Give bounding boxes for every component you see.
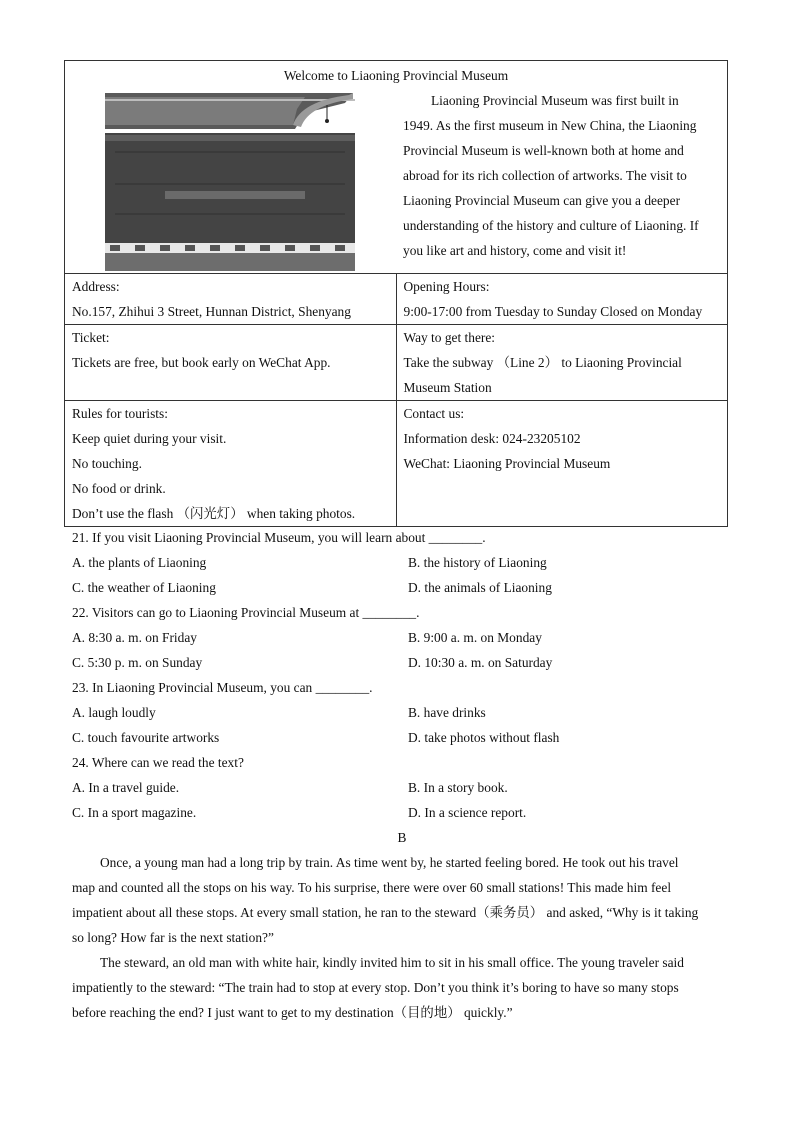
way-label: Way to get there: xyxy=(403,330,496,345)
hours-label: Opening Hours: xyxy=(403,279,490,294)
way-line: Museum Station xyxy=(403,380,492,395)
passage-line: The steward, an old man with white hair, kindly invited him to sit in his small office. The young traveler said xyxy=(100,955,684,970)
intro-line: you like art and history, come and visit it! xyxy=(403,243,627,258)
rule-item: Keep quiet during your visit. xyxy=(72,431,227,446)
address-value: No.157, Zhihui 3 Street, Hunnan District, Shenyang xyxy=(72,304,351,319)
option: A. laugh loudly xyxy=(72,705,156,720)
passage-line: Once, a young man had a long trip by train. As time went by, he started feeling bored. He took out his travel xyxy=(100,855,679,870)
option: C. touch favourite artworks xyxy=(72,730,220,745)
notice-title: Welcome to Liaoning Provincial Museum xyxy=(283,68,509,83)
option: D. In a science report. xyxy=(408,805,527,820)
ticket-label: Ticket: xyxy=(72,330,110,345)
contact-wechat: WeChat: Liaoning Provincial Museum xyxy=(403,456,611,471)
intro-line: abroad for its rich collection of artworks. The visit to xyxy=(403,168,687,183)
passage-line: before reaching the end? I just want to get to my destination（目的地） quickly.” xyxy=(72,1005,513,1020)
hours-cell xyxy=(396,274,728,325)
option: A. 8:30 a. m. on Friday xyxy=(72,630,197,645)
hours-value: 9:00-17:00 from Tuesday to Sunday Closed on Monday xyxy=(403,304,703,319)
questions xyxy=(72,525,732,850)
address-cell xyxy=(65,274,397,325)
question-stem: 23. In Liaoning Provincial Museum, you can ________. xyxy=(72,680,373,695)
contact-label: Contact us: xyxy=(403,406,465,421)
contact-cell xyxy=(396,401,728,527)
intro-line: understanding of the history and culture of Liaoning. If xyxy=(403,218,699,233)
paragraph xyxy=(72,950,724,1025)
option: D. 10:30 a. m. on Saturday xyxy=(408,655,553,670)
question-stem: 21. If you visit Liaoning Provincial Museum, you will learn about ________. xyxy=(72,530,486,545)
intro-line: Liaoning Provincial Museum was first built in xyxy=(431,93,679,108)
rule-item: Don’t use the flash （闪光灯） when taking photos. xyxy=(72,506,356,521)
passage-line: so long? How far is the next station?” xyxy=(72,930,274,945)
way-cell xyxy=(396,325,728,401)
rules-label: Rules for tourists: xyxy=(72,406,168,421)
option: D. the animals of Liaoning xyxy=(408,580,552,595)
option: A. In a travel guide. xyxy=(72,780,180,795)
option: B. In a story book. xyxy=(408,780,508,795)
notice-intro xyxy=(403,88,719,263)
section-letter: B xyxy=(397,830,407,845)
museum-notice-table xyxy=(64,60,728,527)
ticket-cell xyxy=(65,325,397,401)
museum-photo xyxy=(105,91,355,271)
option: B. 9:00 a. m. on Monday xyxy=(408,630,542,645)
address-label: Address: xyxy=(72,279,120,294)
intro-line: Provincial Museum is well-known both at home and xyxy=(403,143,684,158)
notice-header-cell xyxy=(65,61,728,274)
intro-line: 1949. As the first museum in New China, the Liaoning xyxy=(403,118,697,133)
option: C. the weather of Liaoning xyxy=(72,580,216,595)
question-stem: 22. Visitors can go to Liaoning Provincial Museum at ________. xyxy=(72,605,420,620)
option: D. take photos without flash xyxy=(408,730,560,745)
passage-line: impatiently to the steward: “The train had to stop at every stop. Don’t you think it’s boring to have so many stops xyxy=(72,980,679,995)
option: C. In a sport magazine. xyxy=(72,805,197,820)
ticket-value: Tickets are free, but book early on WeChat App. xyxy=(72,355,331,370)
question-stem: 24. Where can we read the text? xyxy=(72,755,244,770)
passage-line: impatient about all these stops. At every small station, he ran to the steward（乘务员） and asked, “Why is it taking xyxy=(72,905,699,920)
option: B. have drinks xyxy=(408,705,486,720)
passage-b xyxy=(72,850,724,1025)
way-line: Take the subway （Line 2） to Liaoning Provincial xyxy=(403,355,682,370)
option: C. 5:30 p. m. on Sunday xyxy=(72,655,203,670)
option: B. the history of Liaoning xyxy=(408,555,547,570)
passage-line: map and counted all the stops on his way. To his surprise, there were over 60 small stations! This made him feel xyxy=(72,880,672,895)
contact-desk: Information desk: 024-23205102 xyxy=(403,431,581,446)
paragraph xyxy=(72,850,724,950)
rule-item: No food or drink. xyxy=(72,481,166,496)
rules-cell xyxy=(65,401,397,527)
intro-line: Liaoning Provincial Museum can give you a deeper xyxy=(403,193,681,208)
option: A. the plants of Liaoning xyxy=(72,555,207,570)
rule-item: No touching. xyxy=(72,456,142,471)
